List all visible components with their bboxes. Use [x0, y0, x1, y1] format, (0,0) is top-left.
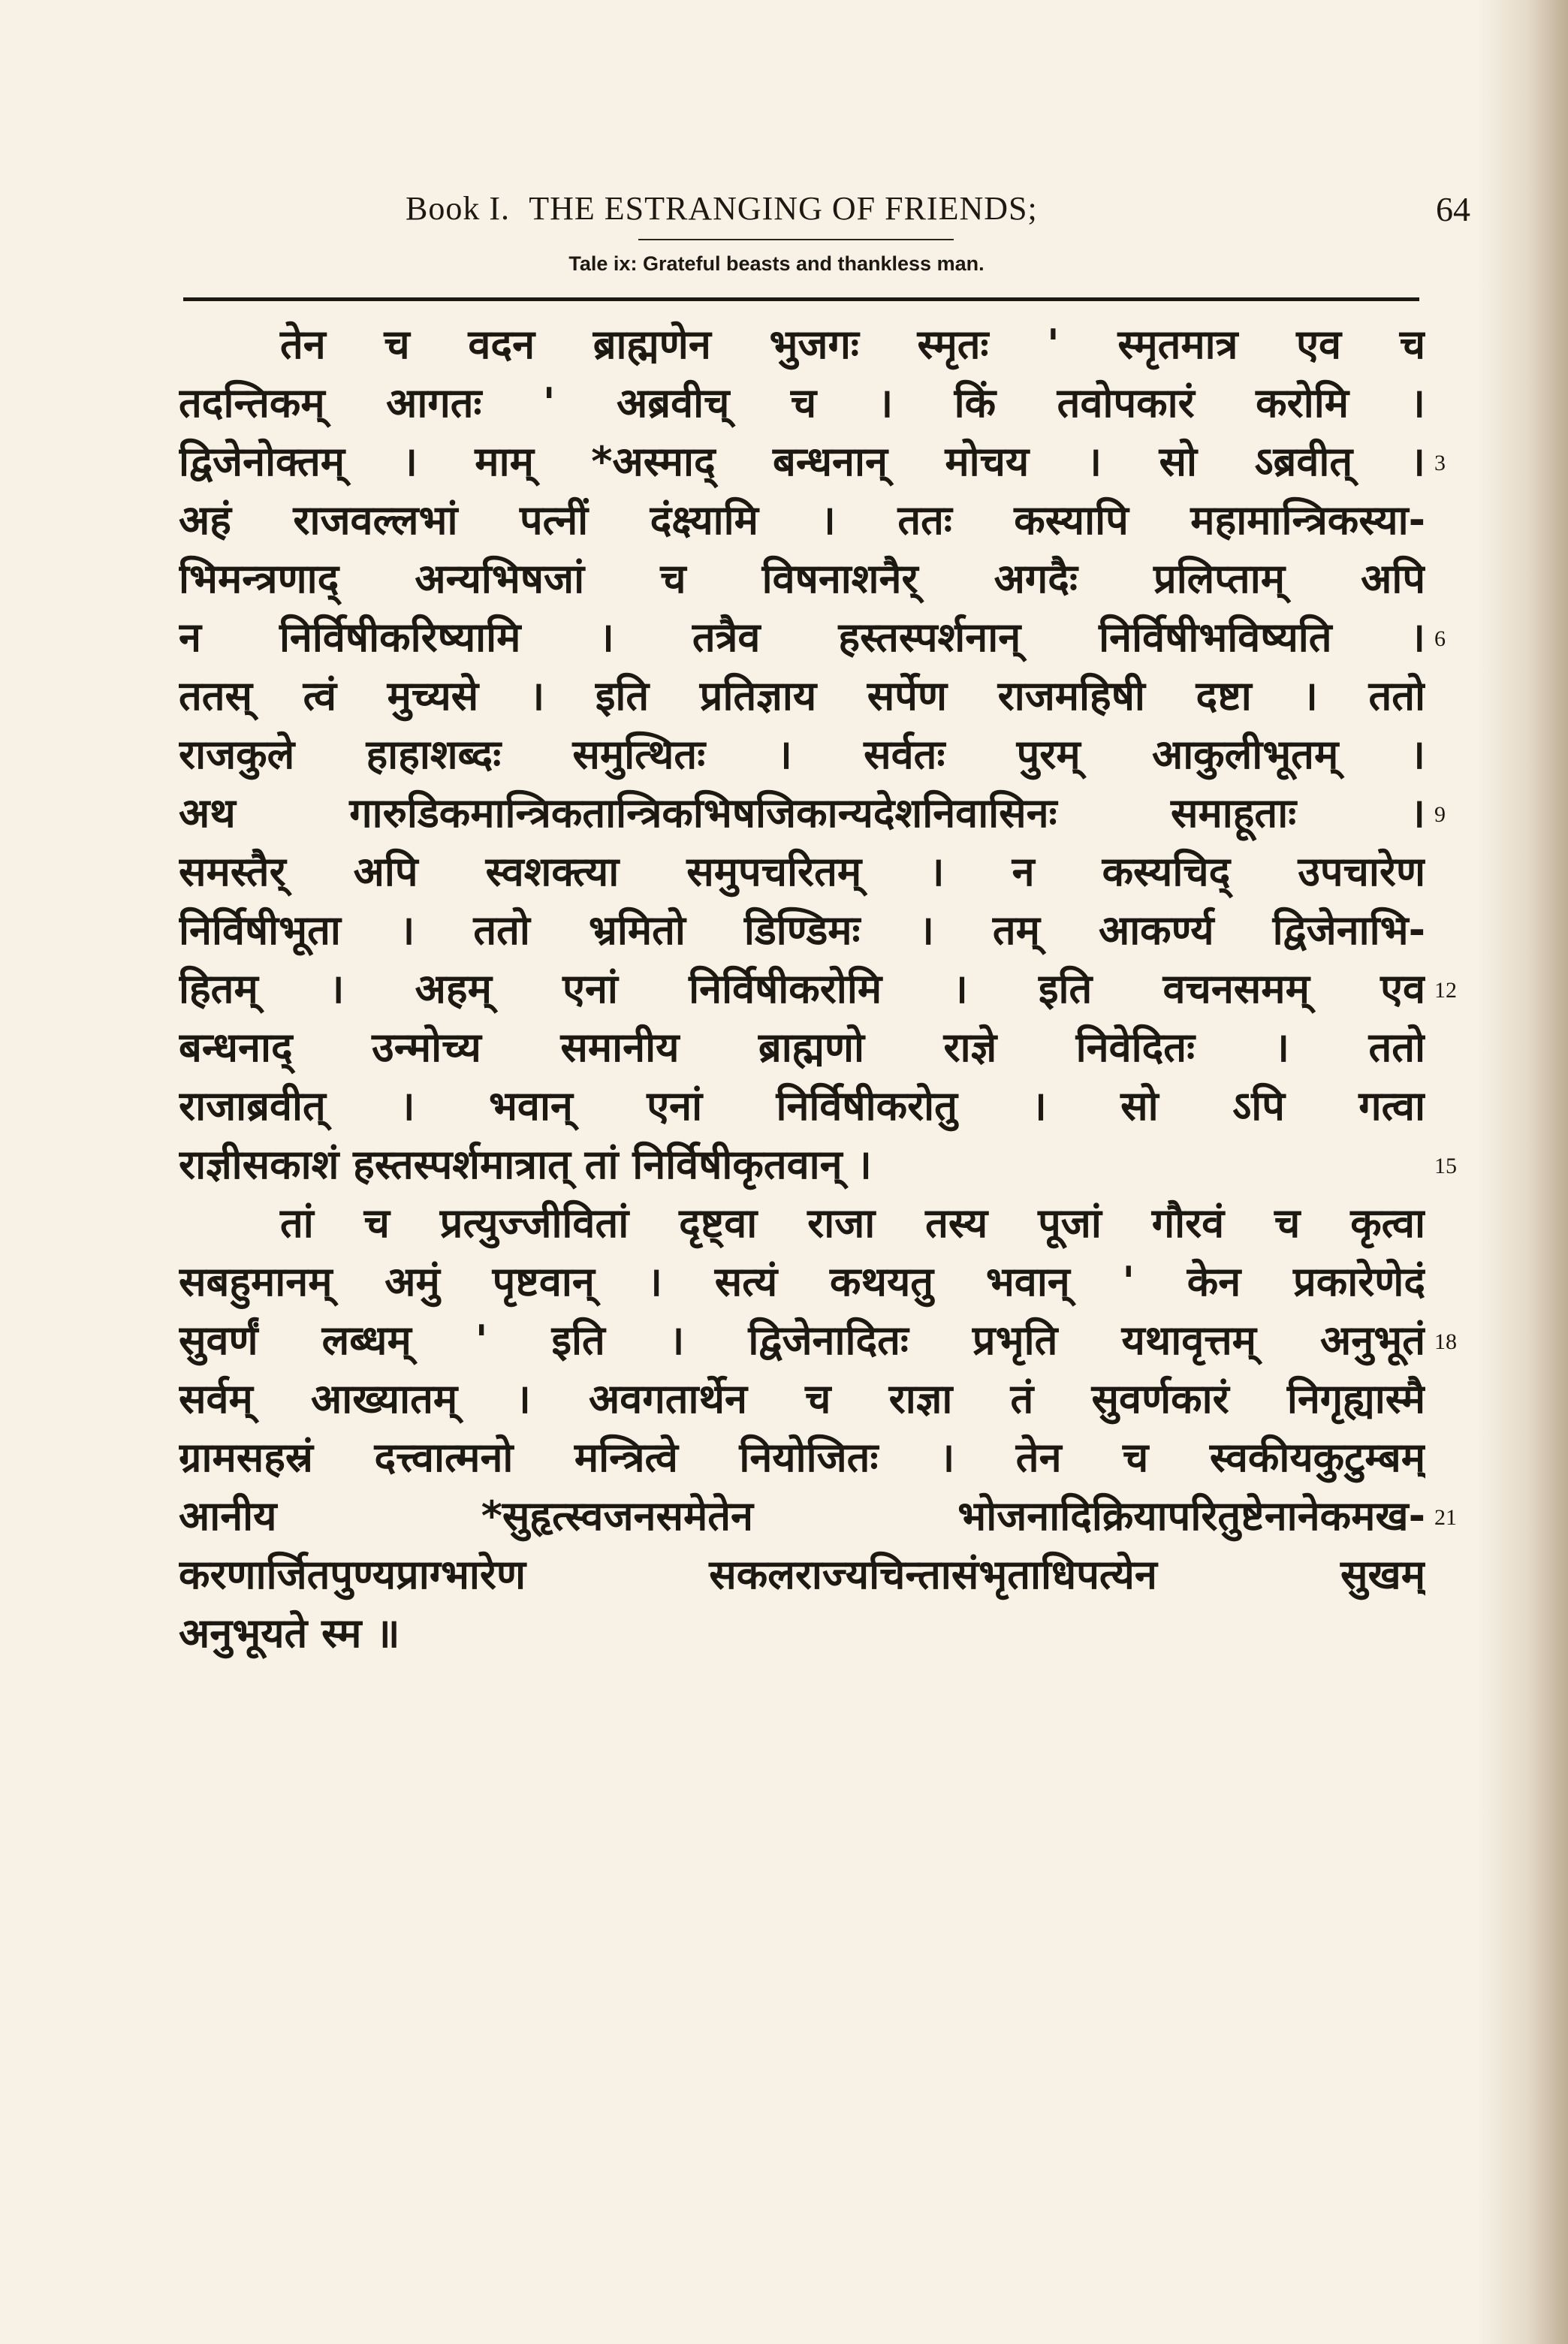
- line-number: 3: [1434, 451, 1446, 475]
- page-number: 64: [1436, 190, 1470, 228]
- text-line: तदन्तिकम् आगतः ' अब्रवीच् च । किं तवोपकारं करोमि ।: [179, 379, 1425, 427]
- line-number: 21: [1434, 1505, 1457, 1530]
- text-line: निर्विषीभूता । ततो भ्रमितो डिण्डिमः । तम् आकर्ण्य द्विजेनाभि-: [179, 907, 1425, 954]
- text-line: सुवर्णं लब्धम् ' इति । द्विजेनादितः प्रभृति यथावृत्तम् अनुभूतं: [179, 1317, 1425, 1364]
- text-line: न निर्विषीकरिष्यामि । तत्रैव हस्तस्पर्शनान् निर्विषीभविष्यति ।: [179, 614, 1425, 661]
- line-number: 15: [1434, 1154, 1457, 1178]
- header-title: THE ESTRANGING OF FRIENDS;: [529, 190, 1038, 227]
- text-line: आनीय *सुहृत्स्वजनसमेतेन भोजनादिक्रियापरितुष्टेनानेकमख-: [179, 1492, 1425, 1540]
- header-underline: [638, 239, 954, 240]
- line-number: 6: [1434, 626, 1446, 651]
- running-header: [406, 189, 1038, 228]
- text-line: सबहुमानम् अमुं पृष्टवान् । सत्यं कथयतु भवान् ' केन प्रकारेणेदं: [179, 1258, 1425, 1305]
- line-number: 9: [1434, 802, 1446, 827]
- sanskrit-text-block: [179, 315, 1425, 1663]
- line-number: 12: [1434, 978, 1457, 1003]
- text-line: भिमन्त्रणाद् अन्यभिषजां च विषनाशनैर् अगदैः प्रलिप्ताम् अपि: [179, 555, 1425, 602]
- book-label: Book I.: [406, 190, 510, 227]
- text-line: द्विजेनोक्तम् । माम् *अस्माद् बन्धनान् मोचय । सो ऽब्रवीत् ।: [179, 438, 1425, 485]
- line-number: 18: [1434, 1329, 1457, 1354]
- text-line: राज्ञीसकाशं हस्तस्पर्शमात्रात् तां निर्विषीकृतवान् ।: [179, 1141, 872, 1188]
- text-line: राजाब्रवीत् । भवान् एनां निर्विषीकरोतु । सो ऽपि गत्वा: [179, 1082, 1425, 1130]
- text-line: राजकुले हाहाशब्दः समुत्थितः । सर्वतः पुरम् आकुलीभूतम् ।: [179, 731, 1425, 778]
- text-line: हितम् । अहम् एनां निर्विषीकरोमि । इति वचनसमम् एव: [179, 965, 1425, 1012]
- text-line: तां च प्रत्युज्जीवितां दृष्ट्वा राजा तस्य पूजां गौरवं च कृत्वा: [280, 1199, 1425, 1247]
- text-line: समस्तैर् अपि स्वशक्त्या समुपचरितम् । न कस्यचिद् उपचारेण: [179, 848, 1425, 895]
- text-line: सर्वम् आख्यातम् । अवगतार्थेन च राज्ञा तं सुवर्णकारं निगृह्यास्मै: [179, 1375, 1425, 1422]
- text-line: करणार्जितपुण्यप्राग्भारेण सकलराज्यचिन्तासंभृताधिपत्येन सुखम्: [179, 1551, 1425, 1598]
- tale-subtitle: Tale ix: Grateful beasts and thankless man.: [568, 252, 985, 275]
- text-line: बन्धनाद् उन्मोच्य समानीय ब्राह्मणो राज्ञे निवेदितः । ततो: [179, 1024, 1425, 1071]
- page-binding-shadow: [1478, 0, 1568, 2344]
- text-line: ततस् त्वं मुच्यसे । इति प्रतिज्ञाय सर्पेण राजमहिषी दष्टा । ततो: [179, 672, 1425, 719]
- text-line: ग्रामसहस्रं दत्त्वात्मनो मन्त्रित्वे नियोजितः । तेन च स्वकीयकुटुम्बम्: [179, 1434, 1425, 1481]
- text-line: अनुभूयते स्म ॥: [179, 1609, 400, 1657]
- text-line: अहं राजवल्लभां पत्नीं दंक्ष्यामि । ततः कस्यापि महामान्त्रिकस्या-: [179, 496, 1425, 544]
- text-line: अथ गारुडिकमान्त्रिकतान्त्रिकभिषजिकान्यदेशनिवासिनः समाहूताः ।: [179, 789, 1425, 837]
- header-rule: [183, 297, 1419, 301]
- text-line: तेन च वदन ब्राह्मणेन भुजगः स्मृतः ' स्मृतमात्र एव च: [280, 321, 1425, 368]
